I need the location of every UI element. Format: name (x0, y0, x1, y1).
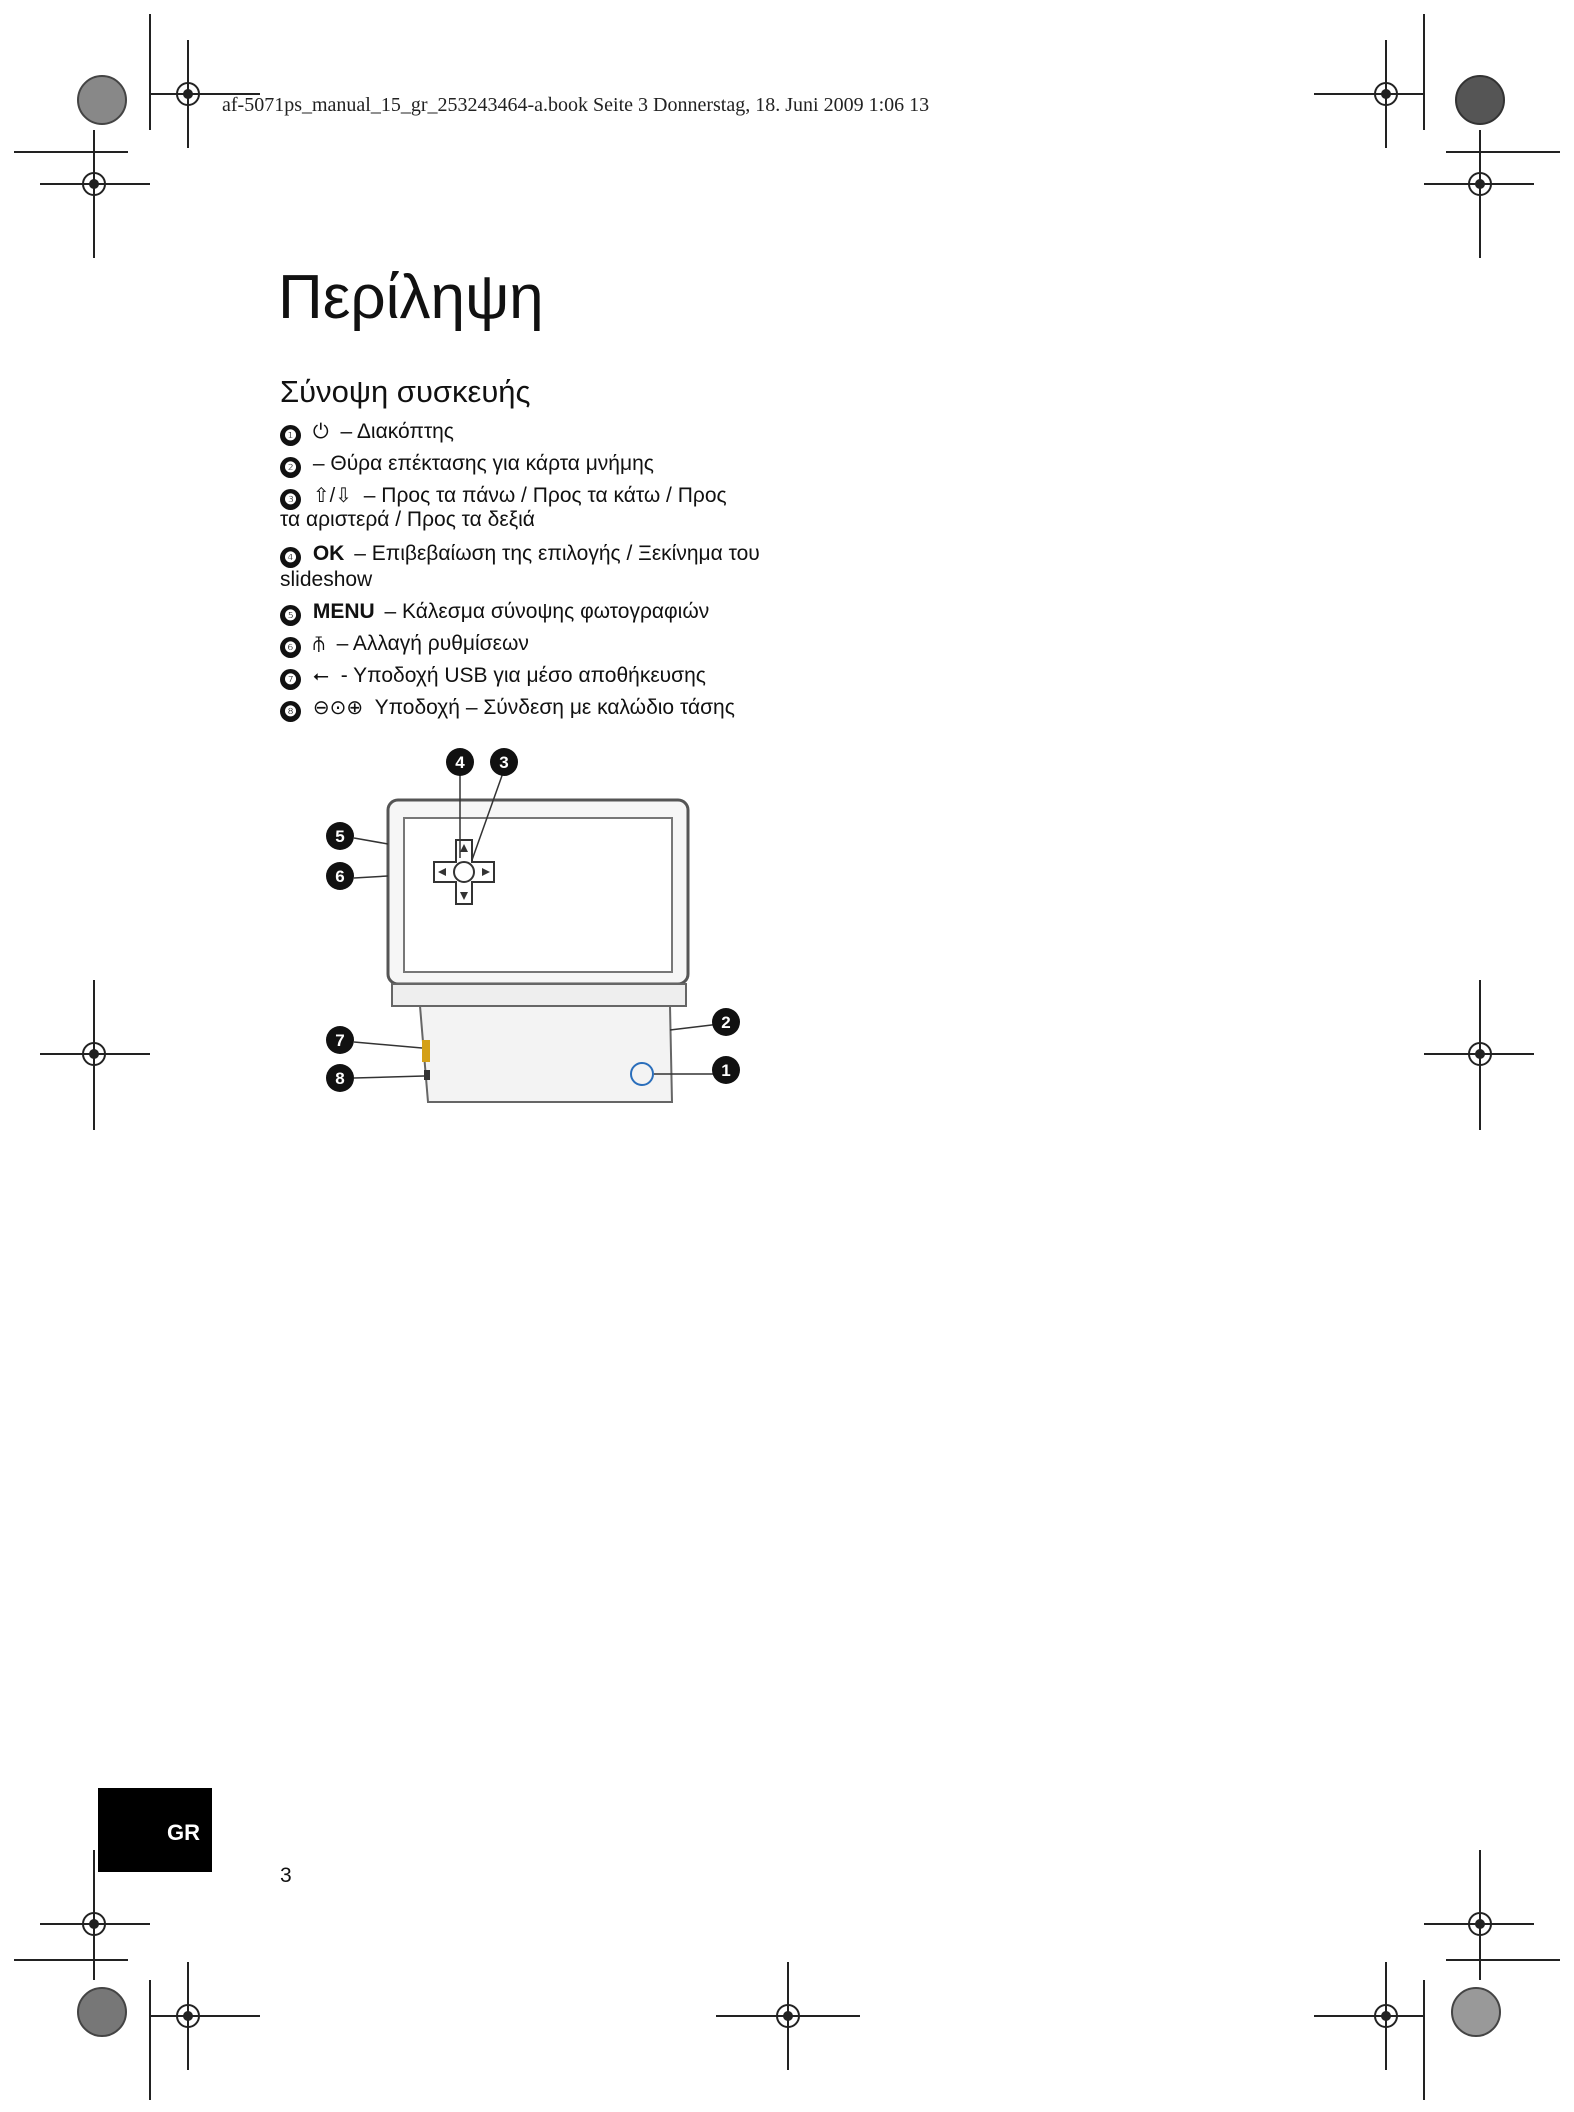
list-item (280, 540, 760, 568)
item-text: – Προς τα πάνω / Προς τα κάτω / Προς (363, 484, 727, 507)
power-polarity-icon: ⊖⊙⊕ (312, 697, 364, 719)
list-item-continued: slideshow (280, 568, 373, 591)
list-item (280, 694, 735, 722)
list-item (280, 418, 454, 446)
running-header: af-5071ps_manual_15_gr_253243464-a.book Seite 3 Donnerstag, 18. Juni 2009 1:06 13 (222, 94, 930, 116)
number-6: ❻ (280, 637, 301, 658)
callout-7: 7 (335, 1031, 345, 1050)
item-text: – Κάλεσμα σύνοψης φωτογραφιών (384, 600, 710, 623)
callout-8: 8 (335, 1069, 345, 1088)
page-number: 3 (280, 1864, 292, 1887)
callout-4: 4 (455, 753, 465, 772)
up-down-arrow-icon: ⇧/⇩ (312, 485, 352, 507)
number-4: ❹ (280, 547, 301, 568)
callout-5: 5 (335, 827, 345, 846)
page-title: Περίληψη (278, 263, 544, 332)
number-8: ❽ (280, 701, 301, 722)
section-title: Σύνοψη συσκευής (280, 374, 531, 409)
stand (420, 1006, 672, 1102)
item-text: – Διακόπτης (340, 420, 454, 443)
item-text: Υποδοχή – Σύνδεση με καλώδιο τάσης (374, 696, 735, 719)
callout-2: 2 (721, 1013, 731, 1032)
callout-1: 1 (721, 1061, 731, 1080)
power-icon: ⏻ (312, 421, 329, 443)
ok-key: OK (312, 542, 345, 565)
item-text: – Αλλαγή ρυθμίσεων (336, 632, 529, 655)
item-text: - Υποδοχή USB για μέσο αποθήκευσης (340, 664, 706, 687)
power-jack (424, 1070, 430, 1080)
callout-3: 3 (499, 753, 509, 772)
number-1: ❶ (280, 425, 301, 446)
number-3: ❸ (280, 489, 301, 510)
menu-key: MENU (312, 600, 375, 623)
language-tab (98, 1788, 212, 1872)
list-item-continued: τα αριστερά / Προς τα δεξιά (280, 508, 535, 531)
item-text: – Επιβεβαίωση της επιλογής / Ξεκίνημα του (354, 542, 760, 565)
settings-icon: ⫚ (312, 633, 325, 655)
callout-6: 6 (335, 867, 345, 886)
usb-icon: ⭠ (312, 665, 329, 687)
number-7: ❼ (280, 669, 301, 690)
number-5: ❺ (280, 605, 301, 626)
usb-slot (422, 1040, 430, 1062)
device-diagram (300, 740, 760, 1120)
language-tab-label: GR (167, 1820, 200, 1845)
item-text: – Θύρα επέκτασης για κάρτα μνήμης (312, 452, 654, 475)
list-item (280, 450, 654, 478)
list-item (280, 662, 706, 690)
list-item (280, 598, 709, 626)
number-2: ❷ (280, 457, 301, 478)
screen (404, 818, 672, 972)
list-item (280, 630, 529, 658)
